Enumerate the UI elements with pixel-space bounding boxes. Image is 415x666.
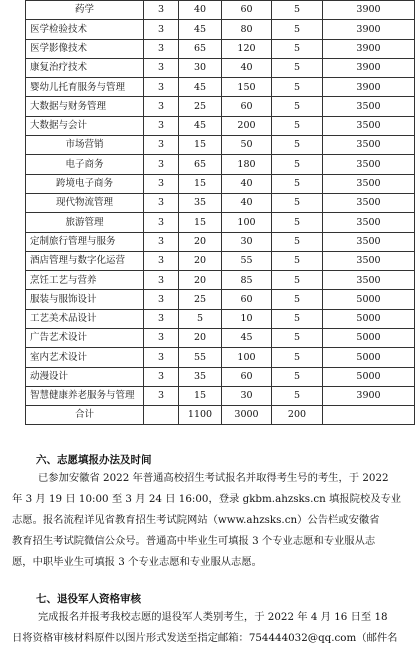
table-cell-credits: 60: [222, 97, 272, 116]
table-cell-col5: 5: [272, 116, 323, 135]
table-cell-fee: 3900: [323, 58, 415, 77]
table-cell-years: 3: [144, 251, 179, 270]
table-cell-plan: 15: [179, 136, 222, 155]
total-label: 合计: [26, 406, 144, 425]
table-cell-plan: 20: [179, 232, 222, 251]
table-cell-years: 3: [144, 348, 179, 367]
table-cell-col5: 5: [272, 155, 323, 174]
paragraph-line: 已参加安徽省 2022 年普通高校招生考试报名并取得考生号的考生，于 2022: [38, 472, 389, 484]
table-cell-years: 3: [144, 97, 179, 116]
table-row: [26, 116, 415, 135]
table-cell-name: 市场营销: [26, 136, 144, 155]
table-cell-years: 3: [144, 329, 179, 348]
table-row: [26, 367, 415, 386]
table-cell-plan: 15: [179, 213, 222, 232]
table-cell-name: 服装与服饰设计: [26, 290, 144, 309]
table-cell-col5: 5: [272, 213, 323, 232]
table-cell-years: 3: [144, 290, 179, 309]
table-cell-fee: 3500: [323, 213, 415, 232]
table-cell-credits: 200: [222, 116, 272, 135]
table-cell-credits: 50: [222, 136, 272, 155]
table-cell-fee: 3900: [323, 1, 415, 20]
table-cell-years: 3: [144, 39, 179, 58]
table-row: [26, 232, 415, 251]
table-cell-years: 3: [144, 271, 179, 290]
total-cell: [144, 406, 179, 425]
table-cell-name: 婴幼儿托育服务与管理: [26, 78, 144, 97]
table-cell-name: 室内艺术设计: [26, 348, 144, 367]
table-cell-name: 广告艺术设计: [26, 329, 144, 348]
table-row: [26, 193, 415, 212]
table-cell-name: 现代物流管理: [26, 193, 144, 212]
table-cell-credits: 100: [222, 348, 272, 367]
table-cell-fee: 3500: [323, 271, 415, 290]
table-cell-fee: 5000: [323, 348, 415, 367]
table-cell-credits: 40: [222, 58, 272, 77]
table-cell-years: 3: [144, 367, 179, 386]
table-cell-fee: 3900: [323, 39, 415, 58]
table-cell-years: 3: [144, 386, 179, 405]
table-cell-credits: 40: [222, 193, 272, 212]
table-cell-fee: 3500: [323, 155, 415, 174]
table-cell-name: 医学检验技术: [26, 20, 144, 39]
table-row: [26, 136, 415, 155]
table-cell-credits: 40: [222, 174, 272, 193]
table-cell-fee: 5000: [323, 290, 415, 309]
table-cell-plan: 15: [179, 386, 222, 405]
table-cell-col5: 5: [272, 78, 323, 97]
table-cell-plan: 55: [179, 348, 222, 367]
table-cell-plan: 35: [179, 193, 222, 212]
table-cell-plan: 45: [179, 78, 222, 97]
table-cell-col5: 5: [272, 329, 323, 348]
table-row: [26, 251, 415, 270]
table-cell-plan: 35: [179, 367, 222, 386]
paragraph-line: 完成报名并报考我校志愿的退役军人类别考生，于 2022 年 4 月 16 日至 18: [38, 611, 388, 623]
table-cell-years: 3: [144, 213, 179, 232]
table-cell-col5: 5: [272, 309, 323, 328]
table-cell-plan: 45: [179, 116, 222, 135]
table-cell-years: 3: [144, 136, 179, 155]
table-cell-name: 大数据与财务管理: [26, 97, 144, 116]
paragraph-line: 志愿。报名流程详见省教育招生考试院网站（www.ahzsks.cn）公告栏或安徽省: [12, 514, 380, 526]
enrollment-plan-table: [25, 0, 415, 425]
table-row: [26, 329, 415, 348]
total-cell: [323, 406, 415, 425]
table-cell-col5: 5: [272, 193, 323, 212]
table-cell-fee: 3500: [323, 232, 415, 251]
table-cell-plan: 20: [179, 251, 222, 270]
table-cell-col5: 5: [272, 232, 323, 251]
table-cell-col5: 5: [272, 174, 323, 193]
table-cell-credits: 100: [222, 213, 272, 232]
table-cell-plan: 65: [179, 39, 222, 58]
table-row: [26, 78, 415, 97]
table-cell-credits: 80: [222, 20, 272, 39]
table-cell-credits: 55: [222, 251, 272, 270]
table-cell-name: 药学: [26, 1, 144, 20]
table-row: [26, 155, 415, 174]
table-cell-credits: 45: [222, 329, 272, 348]
table-body: [26, 1, 415, 425]
table-cell-plan: 40: [179, 1, 222, 20]
table-cell-col5: 5: [272, 251, 323, 270]
table-cell-name: 酒店管理与数字化运营: [26, 251, 144, 270]
table-cell-name: 旅游管理: [26, 213, 144, 232]
table-cell-plan: 65: [179, 155, 222, 174]
table-row: [26, 271, 415, 290]
table-cell-credits: 30: [222, 386, 272, 405]
table-cell-years: 3: [144, 309, 179, 328]
table-cell-plan: 20: [179, 329, 222, 348]
table-cell-credits: 60: [222, 367, 272, 386]
table-row: [26, 20, 415, 39]
table-cell-years: 3: [144, 174, 179, 193]
table-cell-credits: 60: [222, 290, 272, 309]
table-cell-col5: 5: [272, 20, 323, 39]
table-cell-plan: 30: [179, 58, 222, 77]
table-cell-name: 电子商务: [26, 155, 144, 174]
table-row: [26, 290, 415, 309]
table-cell-col5: 5: [272, 58, 323, 77]
table-cell-years: 3: [144, 78, 179, 97]
table-cell-name: 烹饪工艺与营养: [26, 271, 144, 290]
table-row: [26, 97, 415, 116]
table-cell-fee: 3900: [323, 78, 415, 97]
table-cell-fee: 3500: [323, 251, 415, 270]
table-cell-fee: 3500: [323, 174, 415, 193]
table-cell-col5: 5: [272, 386, 323, 405]
table-row: [26, 309, 415, 328]
table-cell-name: 智慧健康养老服务与管理: [26, 386, 144, 405]
table-cell-col5: 5: [272, 136, 323, 155]
table-row: [26, 213, 415, 232]
table-row: [26, 348, 415, 367]
table-cell-years: 3: [144, 232, 179, 251]
table-cell-years: 3: [144, 20, 179, 39]
table-cell-years: 3: [144, 155, 179, 174]
total-cell: 200: [272, 406, 323, 425]
table-cell-plan: 15: [179, 174, 222, 193]
section6-paragraph: [0, 468, 415, 573]
table-cell-years: 3: [144, 193, 179, 212]
table-row: [26, 58, 415, 77]
table-cell-credits: 10: [222, 309, 272, 328]
paragraph-line: 年 3 月 19 日 10:00 至 3 月 24 日 16:00，登录 gkbm.ahzsks.cn 填报院校及专业: [12, 493, 402, 505]
table-row: [26, 386, 415, 405]
table-cell-fee: 3900: [323, 20, 415, 39]
table-cell-plan: 25: [179, 290, 222, 309]
table-cell-fee: 5000: [323, 309, 415, 328]
table-cell-fee: 3500: [323, 193, 415, 212]
table-cell-col5: 5: [272, 1, 323, 20]
section6-heading: 六、志愿填报办法及时间: [36, 454, 152, 466]
table-row: [26, 39, 415, 58]
table-cell-credits: 85: [222, 271, 272, 290]
table-cell-name: 动漫设计: [26, 367, 144, 386]
table-cell-credits: 120: [222, 39, 272, 58]
table-row: [26, 1, 415, 20]
table-cell-name: 大数据与会计: [26, 116, 144, 135]
table-cell-years: 3: [144, 116, 179, 135]
table-cell-col5: 5: [272, 348, 323, 367]
table-cell-col5: 5: [272, 271, 323, 290]
section7-heading: 七、退役军人资格审核: [36, 593, 141, 605]
table-cell-fee: 3500: [323, 136, 415, 155]
table-cell-credits: 30: [222, 232, 272, 251]
table-cell-col5: 5: [272, 367, 323, 386]
total-cell: 1100: [179, 406, 222, 425]
table-cell-col5: 5: [272, 39, 323, 58]
table-cell-credits: 150: [222, 78, 272, 97]
table-cell-name: 医学影像技术: [26, 39, 144, 58]
table-cell-plan: 20: [179, 271, 222, 290]
section7-paragraph: [0, 607, 415, 649]
table-cell-name: 康复治疗技术: [26, 58, 144, 77]
table-cell-credits: 180: [222, 155, 272, 174]
table-cell-fee: 3500: [323, 97, 415, 116]
paragraph-line: 日将资格审核材料原件以图片形式发送至指定邮箱：754444032@qq.com（邮件名: [12, 632, 398, 644]
table-cell-fee: 3900: [323, 386, 415, 405]
table-cell-col5: 5: [272, 97, 323, 116]
table-row: [26, 174, 415, 193]
table-cell-plan: 25: [179, 97, 222, 116]
table-cell-name: 工艺美术品设计: [26, 309, 144, 328]
paragraph-line: 教育招生考试院微信公众号。普通高中毕业生可填报 3 个专业志愿和专业服从志: [12, 535, 376, 547]
table-cell-fee: 5000: [323, 367, 415, 386]
table-cell-col5: 5: [272, 290, 323, 309]
table-cell-fee: 3500: [323, 116, 415, 135]
total-cell: 3000: [222, 406, 272, 425]
table-cell-fee: 5000: [323, 329, 415, 348]
table-cell-name: 定制旅行管理与服务: [26, 232, 144, 251]
table-cell-credits: 60: [222, 1, 272, 20]
table-cell-years: 3: [144, 58, 179, 77]
table-cell-years: 3: [144, 1, 179, 20]
paragraph-line: 愿，中职毕业生可填报 3 个专业志愿和专业服从志愿。: [12, 556, 262, 568]
table-cell-name: 跨境电子商务: [26, 174, 144, 193]
table-cell-plan: 5: [179, 309, 222, 328]
table-cell-plan: 45: [179, 20, 222, 39]
table-total-row: [26, 406, 415, 425]
